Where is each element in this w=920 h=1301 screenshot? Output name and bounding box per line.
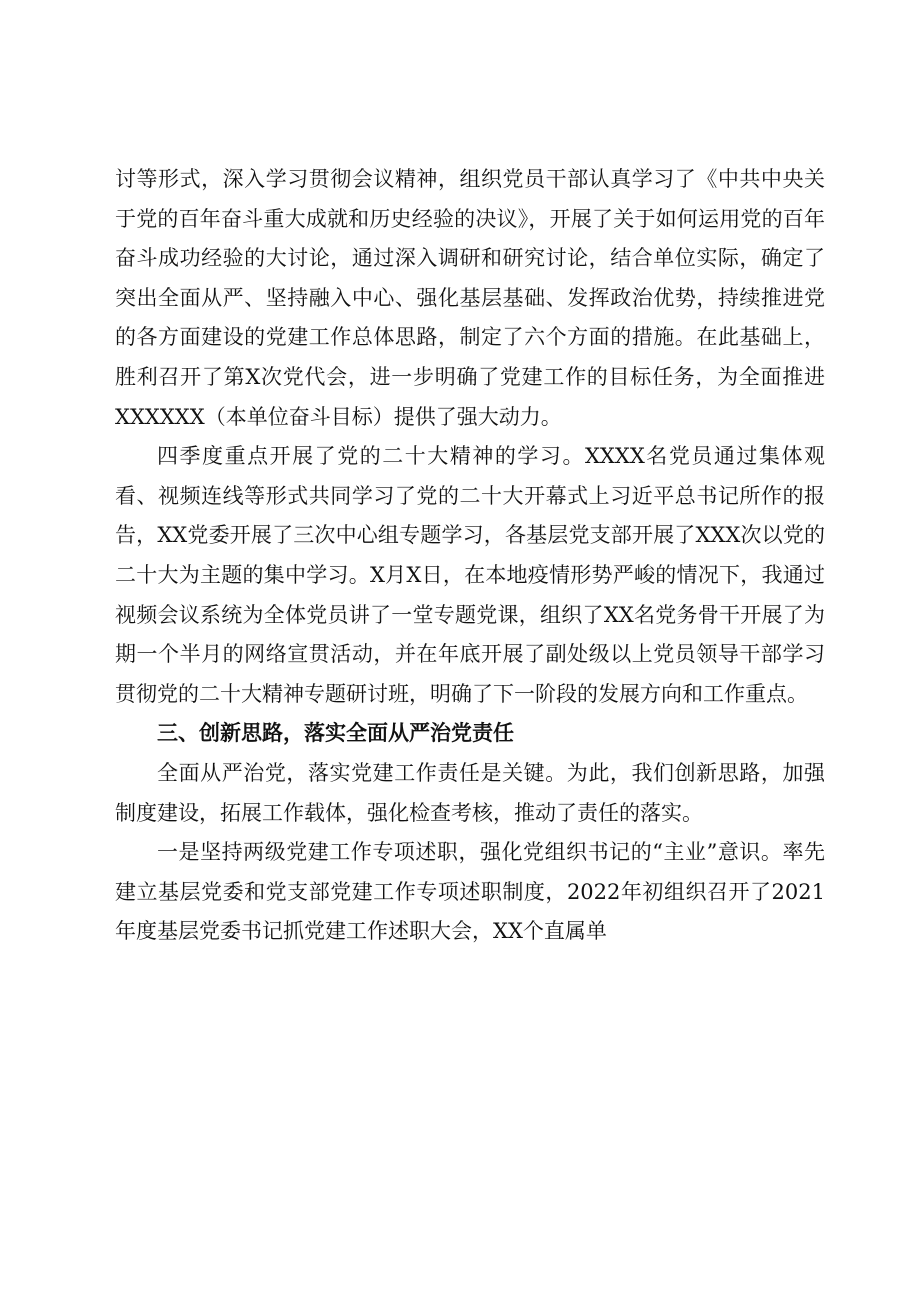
paragraph-continued: 讨等形式，深入学习贯彻会议精神，组织党员干部认真学习了《中共中央关于党的百年奋斗重大成就和历史经验的决议》，开展了关于如何运用党的百年奋斗成功经验的大讨论，通过深入调研和研究讨论，结合单位实际，确定了突出全面从严、坚持融入中心、强化基层基础、发挥政治优势，持续推进党的各方面建设的党建工作总体思路，制定了六个方面的措施。在此基础上，胜利召开了第X次党代会，进一步明确了党建工作的目标任务，为全面推进XXXXXX（本单位奋斗目标）提供了强大动力。 [115,167,825,429]
document-body [115,160,825,952]
section-heading: 三、创新思路，落实全面从严治党责任 [157,721,514,746]
paragraph-fourth-quarter-study: 四季度重点开展了党的二十大精神的学习。XXXX名党员通过集体观看、视频连线等形式共同学习了党的二十大开幕式上习近平总书记所作的报告，XX党委开展了三次中心组专题学习，各基层党支部开展了XXX次以党的二十大为主题的集中学习。X月X日，在本地疫情形势严峻的情况下，我通过视频会议系统为全体党员讲了一堂专题党课，组织了XX名党务骨干开展了为期一个半月的网络宣贯活动，并在年底开展了副处级以上党员领导干部学习贯彻党的二十大精神专题研讨班，明确了下一阶段的发展方向和工作重点。 [115,444,825,706]
paragraph-two-level-reporting: 一是坚持两级党建工作专项述职，强化党组织书记的“主业”意识。率先建立基层党委和党支部党建工作专项述职制度，2022年初组织召开了2021年度基层党委书记抓党建工作述职大会，XX个直属单 [115,840,825,944]
paragraph-responsibility-intro: 全面从严治党，落实党建工作责任是关键。为此，我们创新思路，加强制度建设，拓展工作载体，强化检查考核，推动了责任的落实。 [115,760,825,825]
